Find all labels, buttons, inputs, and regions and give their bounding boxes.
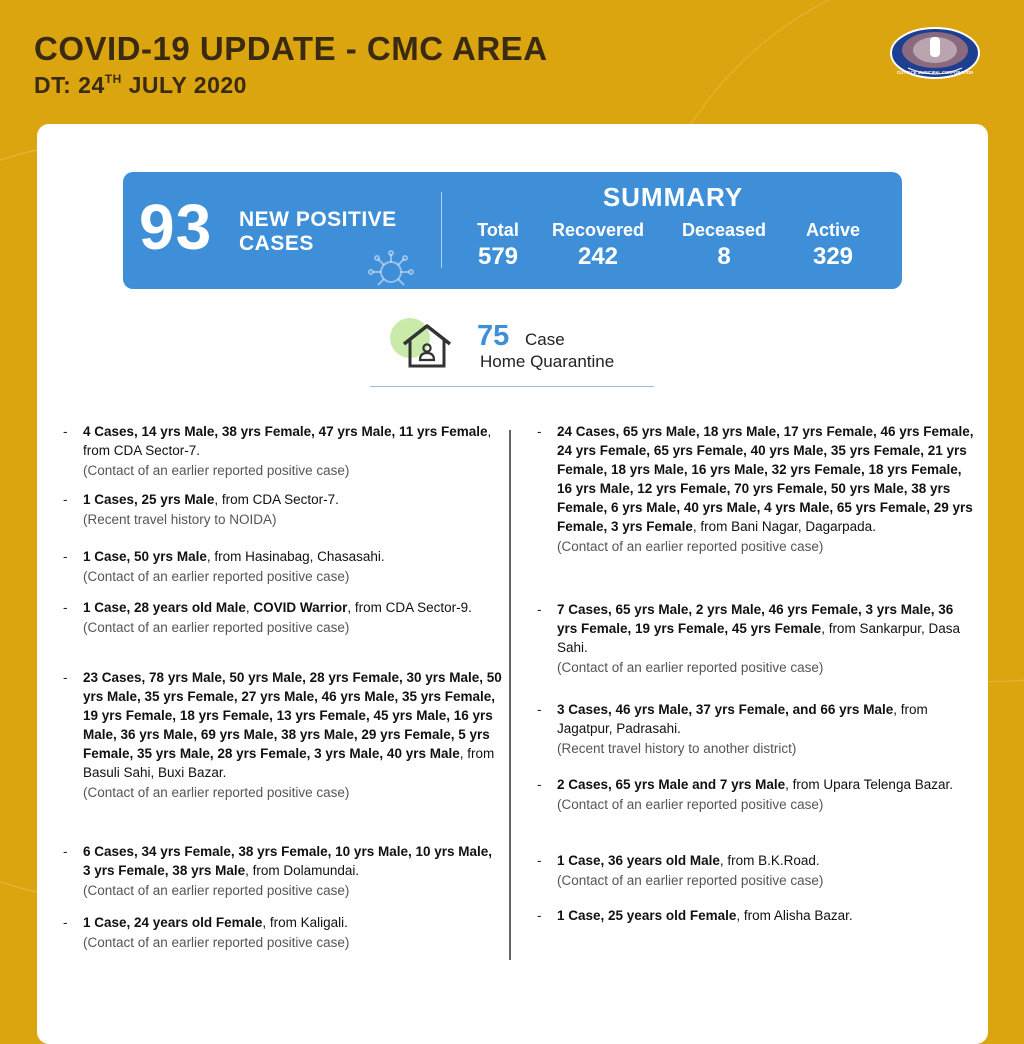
list-dash: - xyxy=(537,908,542,923)
case-source-note: (Contact of an earlier reported positive case) xyxy=(557,873,824,888)
case-count-demographics: 2 Cases, 65 yrs Male and 7 yrs Male xyxy=(557,777,786,792)
case-entry xyxy=(537,775,977,814)
case-tag: COVID Warrior xyxy=(253,600,348,615)
summary-title: SUMMARY xyxy=(602,182,744,212)
date-prefix: DT: 24 xyxy=(34,72,105,98)
case-count-demographics: 3 Cases, 46 yrs Male, 37 yrs Female, and 66 yrs Male xyxy=(557,702,894,717)
stat-recovered xyxy=(543,220,653,271)
case-location: , from Hasinabag, Chasasahi. xyxy=(206,549,385,564)
case-location: , from CDA Sector-7. xyxy=(214,492,339,507)
case-source-note: (Recent travel history to another district) xyxy=(557,741,797,756)
case-details xyxy=(557,906,977,925)
case-location: , from B.K.Road. xyxy=(719,853,820,868)
case-details xyxy=(83,547,503,566)
list-dash: - xyxy=(63,670,68,685)
cmc-logo xyxy=(888,24,982,82)
list-dash: - xyxy=(537,777,542,792)
page-title: COVID-19 UPDATE - CMC AREA xyxy=(34,30,548,67)
stat-value: 242 xyxy=(577,243,619,270)
stat-deceased xyxy=(669,220,779,271)
case-source-note: (Contact of an earlier reported positive case) xyxy=(83,785,350,800)
stat-total xyxy=(467,220,529,271)
list-dash: - xyxy=(63,424,68,439)
virus-icon xyxy=(363,248,419,288)
case-source-note: (Contact of an earlier reported positive case) xyxy=(83,463,350,478)
quarantine-case-label: Case xyxy=(525,330,565,349)
case-location: , from Jagatpur, Padrasahi. xyxy=(557,702,928,736)
date-suffix: JULY 2020 xyxy=(121,72,247,98)
case-details xyxy=(557,851,977,870)
case-count-demographics: 1 Case, 36 years old Male xyxy=(557,853,720,868)
case-source-note: (Recent travel history to NOIDA) xyxy=(83,512,277,527)
case-source-note: (Contact of an earlier reported positive case) xyxy=(83,620,350,635)
stat-label: Deceased xyxy=(681,220,767,240)
case-details xyxy=(557,422,977,536)
case-count-demographics: 24 Cases, 65 yrs Male, 18 yrs Male, 17 yrs Female, 46 yrs Female, 24 yrs Female, 65 yrs Female, 40 yrs Male, 35 yrs Female, 21 yrs Female, 18 yrs Male, 16 yrs Male, 32 yrs Female, 18 yrs Female, 16 yrs Male, 12 yrs Female, 70 yrs Female, 50 yrs Male, 38 yrs Female, 6 yrs Male, 40 yrs Male, 4 yrs Male, 65 yrs Female, 29 yrs Female, 3 yrs Female xyxy=(557,424,974,534)
case-details xyxy=(557,775,977,794)
case-details xyxy=(557,600,977,657)
case-entry xyxy=(63,490,503,529)
stat-value: 579 xyxy=(477,243,519,270)
new-positive-label: NEW POSITIVE CASES xyxy=(239,208,397,255)
list-dash: - xyxy=(63,915,68,930)
list-dash: - xyxy=(537,424,542,439)
list-dash: - xyxy=(63,492,68,507)
case-location: , from Upara Telenga Bazar. xyxy=(785,777,953,792)
case-entry xyxy=(63,913,503,952)
column-divider xyxy=(509,430,511,960)
case-details xyxy=(83,913,503,932)
case-source-note: (Contact of an earlier reported positive case) xyxy=(557,797,824,812)
case-location: , from Sankarpur, Dasa Sahi. xyxy=(557,621,960,655)
case-count-demographics: 6 Cases, 34 yrs Female, 38 yrs Female, 10 yrs Male, 10 yrs Male, 3 yrs Female, 38 yrs Male xyxy=(83,844,493,878)
case-source-note: (Contact of an earlier reported positive case) xyxy=(83,569,350,584)
case-entry xyxy=(63,422,503,480)
case-entry xyxy=(537,906,977,925)
stat-value: 329 xyxy=(812,243,854,270)
case-location: , from CDA Sector-9. xyxy=(347,600,472,615)
quarantine-count: 75 xyxy=(477,320,510,352)
case-details xyxy=(83,842,503,880)
list-dash: - xyxy=(537,853,542,868)
case-entry xyxy=(63,547,503,586)
banner-divider xyxy=(441,192,442,268)
case-location: , from Dolamundai. xyxy=(245,863,360,878)
list-dash: - xyxy=(63,844,68,859)
logo-text: CUTTACK MUNICIPAL CORPORATION xyxy=(896,70,974,75)
case-count-demographics: 1 Case, 25 years old Female xyxy=(557,908,737,923)
case-entry xyxy=(537,700,977,758)
case-source-note: (Contact of an earlier reported positive case) xyxy=(83,935,350,950)
stat-value: 8 xyxy=(717,243,731,270)
case-details xyxy=(83,422,503,460)
new-positive-count: 93 xyxy=(139,191,213,263)
quarantine-label: Home Quarantine xyxy=(480,352,615,371)
list-dash: - xyxy=(63,600,68,615)
stat-label: Active xyxy=(805,220,861,240)
case-entry xyxy=(537,422,977,556)
case-count-demographics: 23 Cases, 78 yrs Male, 50 yrs Male, 28 yrs Female, 30 yrs Male, 50 yrs Male, 35 yrs Female, 27 yrs Male, 46 yrs Male, 35 yrs Female, 19 yrs Female, 18 yrs Female, 13 yrs Female, 45 yrs Male, 16 yrs Male, 36 yrs Male, 69 yrs Male, 38 yrs Male, 29 yrs Female, 5 yrs Female, 35 yrs Male, 28 yrs Female, 3 yrs Male, 40 yrs Male xyxy=(83,670,502,761)
case-count-demographics: 1 Case, 24 years old Female xyxy=(83,915,263,930)
case-location: , from CDA Sector-7. xyxy=(83,424,492,458)
list-dash: - xyxy=(537,602,542,617)
summary-banner xyxy=(123,172,902,289)
case-source-note: (Contact of an earlier reported positive case) xyxy=(557,660,824,675)
case-details xyxy=(83,668,503,782)
case-entry xyxy=(537,851,977,890)
case-details xyxy=(557,700,977,738)
list-dash: - xyxy=(537,702,542,717)
case-entry xyxy=(63,668,503,802)
case-details xyxy=(83,598,503,617)
stat-active xyxy=(795,220,871,271)
case-entry xyxy=(63,842,503,900)
home-quarantine-block xyxy=(370,316,654,387)
case-count-demographics: 1 Case, 28 years old Male xyxy=(83,600,246,615)
house-person-icon xyxy=(400,322,454,370)
report-date xyxy=(34,72,247,99)
case-source-note: (Contact of an earlier reported positive case) xyxy=(557,539,824,554)
stat-label: Total xyxy=(477,220,519,240)
stat-label: Recovered xyxy=(551,220,645,240)
case-details xyxy=(83,490,503,509)
case-entry xyxy=(63,598,503,637)
case-count-demographics: 4 Cases, 14 yrs Male, 38 yrs Female, 47 yrs Male, 11 yrs Female xyxy=(83,424,488,439)
list-dash: - xyxy=(63,549,68,564)
case-location: , from Basuli Sahi, Buxi Bazar. xyxy=(83,746,495,780)
case-count-demographics: 7 Cases, 65 yrs Male, 2 yrs Male, 46 yrs Female, 3 yrs Male, 36 yrs Female, 19 yrs Female, 45 yrs Female xyxy=(557,602,954,636)
content-card xyxy=(37,124,988,1044)
date-ordinal: TH xyxy=(104,72,122,86)
case-count-demographics: 1 Case, 50 yrs Male xyxy=(83,549,207,564)
separator: , xyxy=(245,600,254,615)
case-location: , from Alisha Bazar. xyxy=(736,908,853,923)
case-location: , from Kaligali. xyxy=(262,915,348,930)
case-source-note: (Contact of an earlier reported positive case) xyxy=(83,883,350,898)
case-count-demographics: 1 Cases, 25 yrs Male xyxy=(83,492,215,507)
case-entry xyxy=(537,600,977,677)
case-location: , from Bani Nagar, Dagarpada. xyxy=(692,519,876,534)
